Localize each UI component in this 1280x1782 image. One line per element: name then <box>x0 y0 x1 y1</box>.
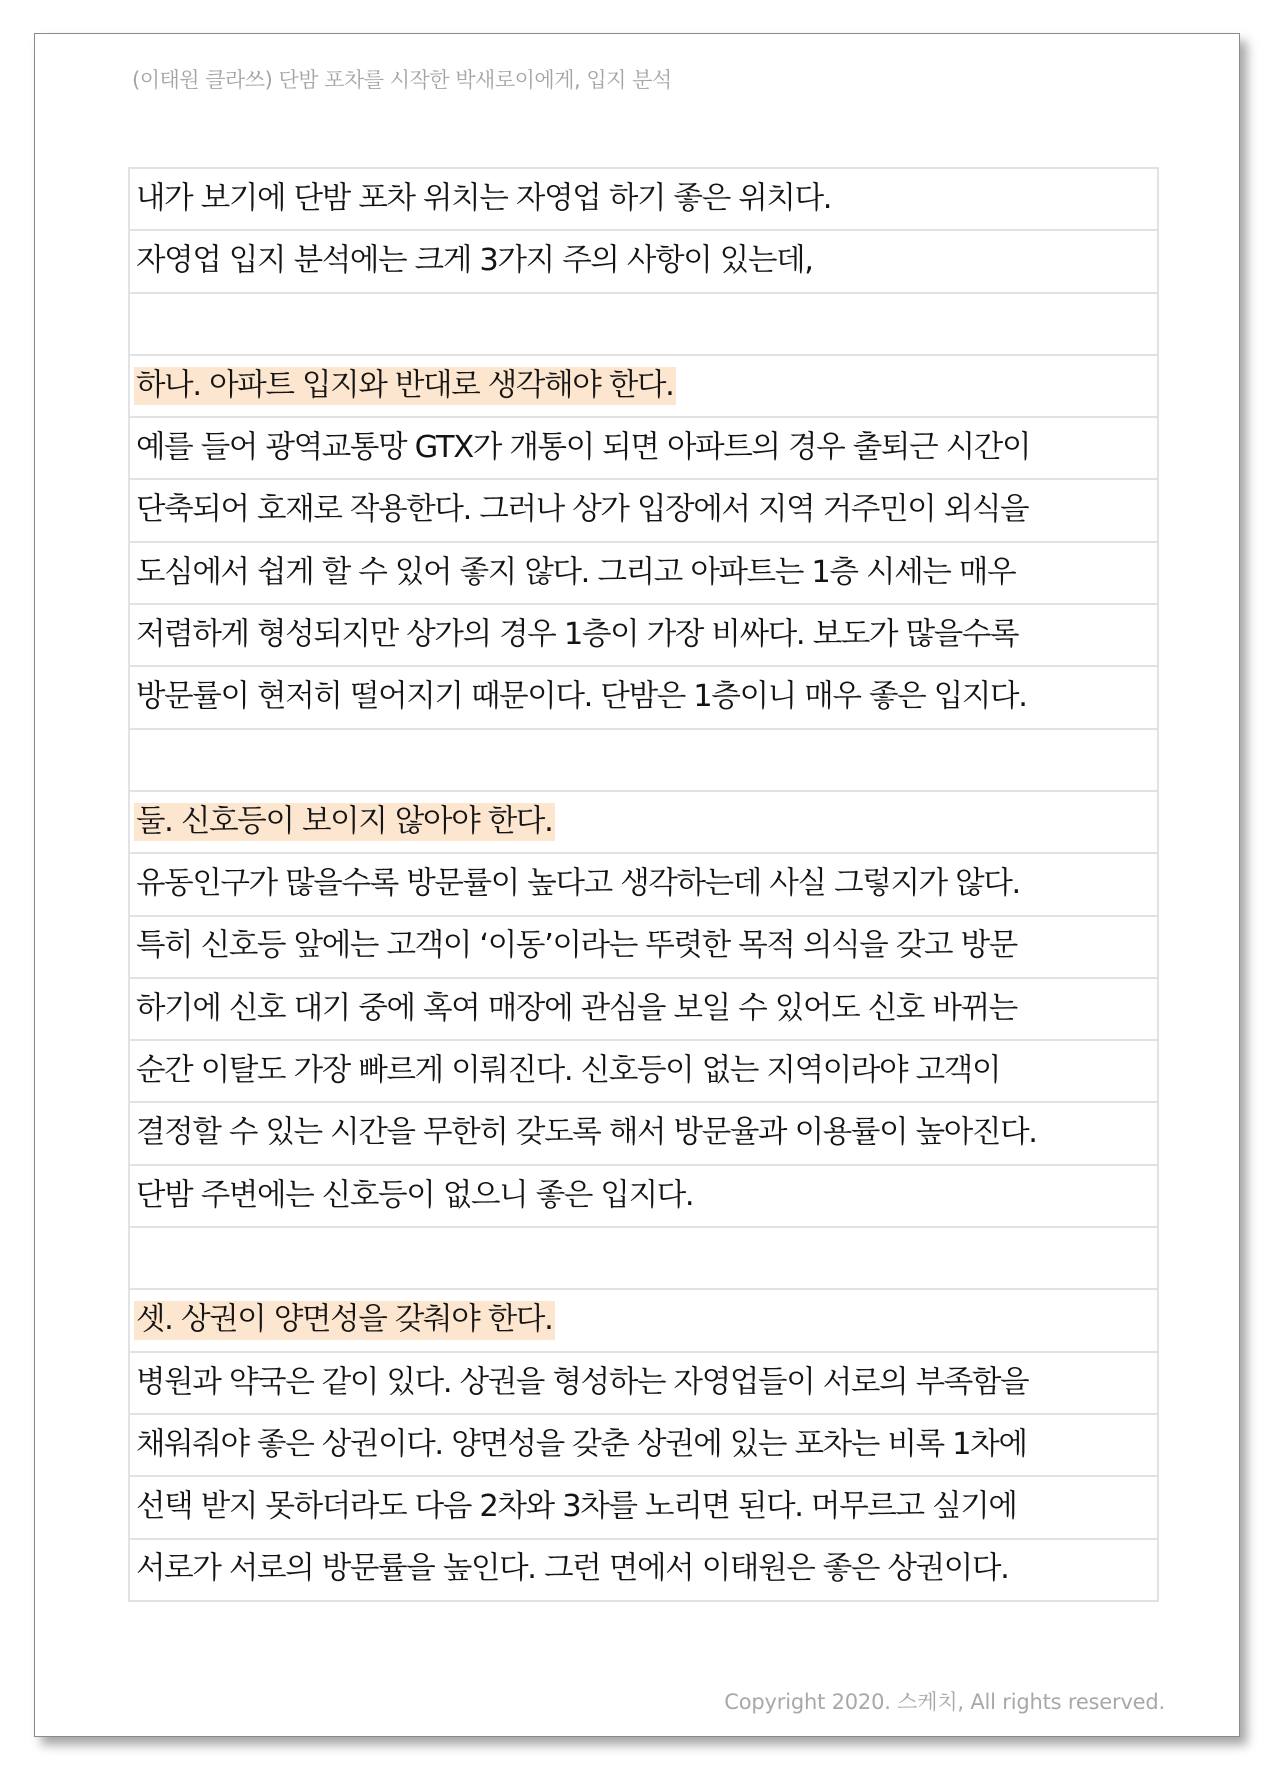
document-page <box>34 33 1240 1737</box>
body-text-line: 내가 보기에 단밤 포차 위치는 자영업 하기 좋은 위치다. <box>136 180 832 216</box>
text-row <box>130 854 1157 916</box>
body-text-line: 단축되어 호재로 작용한다. 그러나 상가 입장에서 지역 거주민이 외식을 <box>136 492 1029 528</box>
section-heading-row <box>130 356 1157 418</box>
body-text-line: 자영업 입지 분석에는 크게 3가지 주의 사항이 있는데, <box>136 243 813 279</box>
text-row <box>130 1041 1157 1103</box>
body-text-line: 유동인구가 많을수록 방문률이 높다고 생각하는데 사실 그렇지가 않다. <box>136 866 1020 902</box>
body-text-line: 병원과 약국은 같이 있다. 상권을 형성하는 자영업들이 서로의 부족함을 <box>136 1364 1029 1400</box>
section-heading-row <box>130 792 1157 854</box>
body-text-line: 하기에 신호 대기 중에 혹여 매장에 관심을 보일 수 있어도 신호 바뀌는 <box>136 990 1017 1026</box>
text-row <box>130 979 1157 1041</box>
text-row <box>130 1415 1157 1477</box>
body-text-line: 단밤 주변에는 신호등이 없으니 좋은 입지다. <box>136 1177 694 1213</box>
text-row <box>130 480 1157 542</box>
blank-row <box>130 730 1157 792</box>
body-text-line: 결정할 수 있는 시간을 무한히 갖도록 해서 방문율과 이용률이 높아진다. <box>136 1115 1037 1151</box>
page-header: (이태원 클라쓰) 단밤 포차를 시작한 박새로이에게, 입지 분석 <box>132 68 672 92</box>
blank-row <box>130 294 1157 356</box>
copyright-footer: Copyright 2020. 스케치, All rights reserved. <box>724 1690 1165 1714</box>
body-text-line: 특히 신호등 앞에는 고객이 ‘이동’이라는 뚜렷한 목적 의식을 갖고 방문 <box>136 928 1017 964</box>
text-row <box>130 543 1157 605</box>
body-text-line: 도심에서 쉽게 할 수 있어 좋지 않다. 그리고 아파트는 1층 시세는 매우 <box>136 554 1016 590</box>
body-text-line: 선택 받지 못하더라도 다음 2차와 3차를 노리면 된다. 머무르고 싶기에 <box>136 1489 1017 1525</box>
text-row <box>130 917 1157 979</box>
text-row <box>130 231 1157 293</box>
text-row <box>130 667 1157 729</box>
text-row <box>130 605 1157 667</box>
text-row <box>130 1166 1157 1228</box>
section-heading: 둘. 신호등이 보이지 않아야 한다. <box>134 803 555 842</box>
text-row <box>130 1353 1157 1415</box>
text-row <box>130 418 1157 480</box>
blank-row <box>130 1228 1157 1290</box>
section-heading: 셋. 상권이 양면성을 갖춰야 한다. <box>134 1301 555 1340</box>
section-heading-row <box>130 1290 1157 1352</box>
body-text-line: 저렴하게 형성되지만 상가의 경우 1층이 가장 비싸다. 보도가 많을수록 <box>136 616 1019 652</box>
body-text-line: 서로가 서로의 방문률을 높인다. 그런 면에서 이태원은 좋은 상권이다. <box>136 1551 1009 1587</box>
body-text-line: 방문률이 현저히 떨어지기 때문이다. 단밤은 1층이니 매우 좋은 입지다. <box>136 679 1027 715</box>
body-text-line: 채워줘야 좋은 상권이다. 양면성을 갖춘 상권에 있는 포차는 비록 1차에 <box>136 1426 1027 1462</box>
section-heading: 하나. 아파트 입지와 반대로 생각해야 한다. <box>134 367 676 406</box>
text-row <box>130 1477 1157 1539</box>
body-text-line: 순간 이탈도 가장 빠르게 이뤄진다. 신호등이 없는 지역이라야 고객이 <box>136 1053 1001 1089</box>
text-row <box>130 1103 1157 1165</box>
lined-text-table <box>128 167 1159 1602</box>
body-text-line: 예를 들어 광역교통망 GTX가 개통이 되면 아파트의 경우 출퇴근 시간이 <box>136 430 1031 466</box>
text-row <box>130 1540 1157 1602</box>
text-row <box>130 169 1157 231</box>
